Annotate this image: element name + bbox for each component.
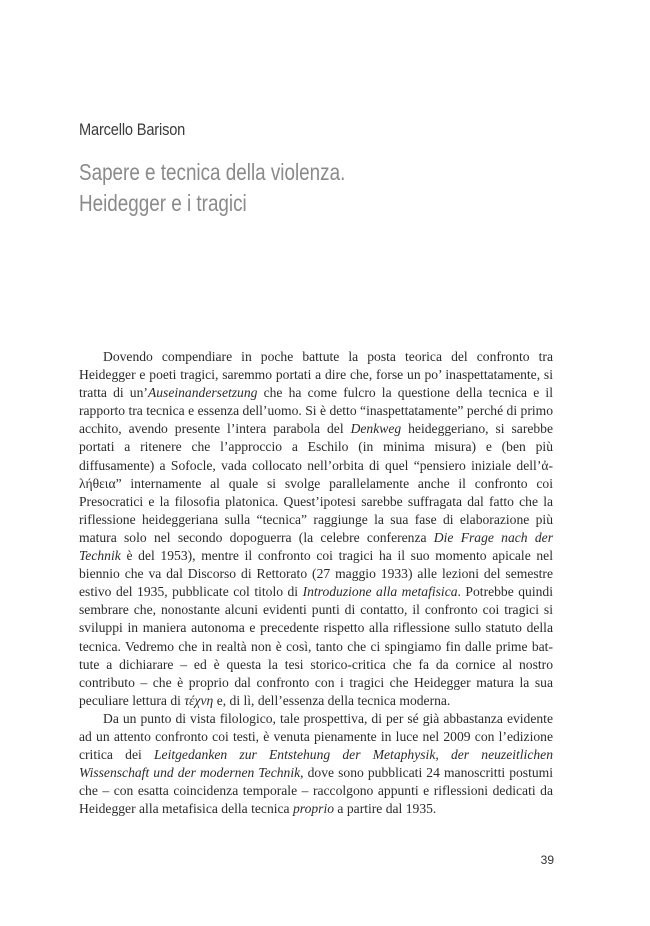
italic-text: Die Frage nach der Technik (79, 529, 553, 564)
text-run: . Potrebbe quindi sembrare che, nonostante alcuni evidenti punti di contatto, il confronto coi tragici si sviluppi in maniera autonoma e precedente rispetto alla riflessione sullo statuto della tecnica. Vedremo che in realtà non è così, tanto che ci spingiamo fin dalle prime battute a dichiarare – ed è questa la tesi storico-critica che fa da cornice al nostro contributo – che è proprio dal confronto con i tragici che Heidegger matura la sua peculiare lettura di (79, 584, 553, 708)
chapter-title-line-1: Sapere e tecnica della violenza. (79, 159, 346, 185)
author-name: Marcello Barison (79, 120, 186, 139)
italic-text: Leitgedanken zur Entstehung der Metaphysik, der neuzeitlichen Wissenschaft und der modernen Technik (79, 747, 553, 781)
body-text (79, 348, 553, 818)
text-run: e, di lì, dell’essenza della tecnica moderna. (213, 692, 451, 708)
italic-text: τέχνη (184, 692, 214, 708)
italic-text: Denkweg (350, 421, 402, 437)
text-run: a partire dal 1935. (334, 801, 437, 817)
italic-text: Auseinandersetzung (147, 385, 258, 401)
text-run: , dove sono pubblicati 24 manoscritti postumi che – con esatta coincidenza temporale – raccolgono appunti e riflessioni dedicati da Heidegger alla metafisica della tecnica (79, 765, 554, 817)
body-paragraph (79, 348, 553, 710)
body-paragraph (79, 710, 553, 819)
text-run: Dovendo compendiare in poche battute la posta teorica del confronto tra Heidegger e poeti tragici, saremmo portati a dire che, forse un po’ inaspettatamente, si tratta di un’ (79, 349, 553, 401)
chapter-title-line-2: Heidegger e i tragici (79, 190, 247, 216)
text-run: heideggeriano, si sarebbe portati a ritenere che l’approccio a Eschilo (in minima misura) e (ben più diffusamente) a Sofocle, vada collocato nell’orbita di quel “pensiero iniziale dell’ἀ-λήθεια” internamente al quale si svolge parallelamente anche il confronto coi Presocratici e la filosofia platonica. Quest’ipotesi sarebbe suffragata dal fatto che la riflessione heideggeriana sulla “tecnica” raggiunge la sua fase di elaborazione più matura solo nel secondo dopoguerra (la celebre conferenza (79, 421, 554, 545)
text-run: Da un punto di vista filologico, tale prospettiva, di per sé già abbastanza evidente ad un attento confronto coi testi, è venuta pienamente in luce nel 2009 con l’edizione critica dei (79, 710, 553, 763)
text-run: che ha come fulcro la questione della tecnica e il rapporto tra tecnica e essenza dell’uomo. Si è detto “inaspettatamente” perché di primo acchito, avendo presente l’intera parabola del (79, 385, 553, 437)
page-number: 39 (540, 853, 554, 867)
text-run: è del 1953), mentre il confronto coi tragici ha il suo momento apicale nel biennio che va dal Discorso di Rettorato (27 maggio 1933) alle lezioni del semestre estivo del 1935, pubblicate col titolo di (79, 548, 553, 600)
italic-text: proprio (292, 801, 335, 817)
italic-text: Introduzione alla metafisica (302, 584, 458, 600)
chapter-title (79, 157, 345, 219)
